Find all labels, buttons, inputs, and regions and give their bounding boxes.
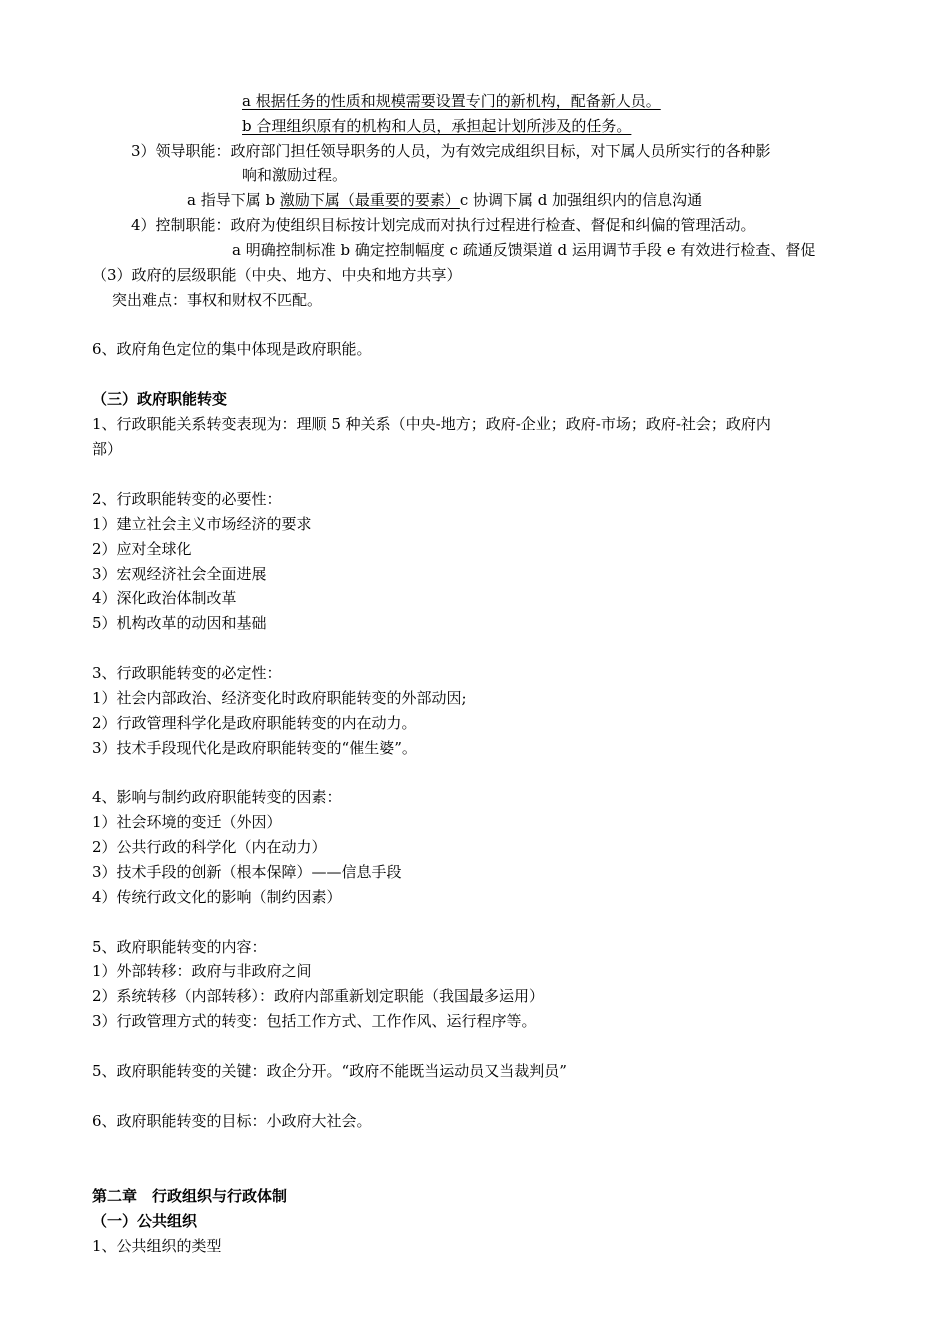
text-line: a 根据任务的性质和规模需要设置专门的新机构，配备新人员。 <box>242 92 661 110</box>
text-line: 响和激励过程。 <box>242 166 348 184</box>
list-item: 1）建立社会主义市场经济的要求 <box>92 515 312 533</box>
text-span: c 协调下属 d 加强组织内的信息沟通 <box>459 191 703 209</box>
text-line: 4、影响与制约政府职能转变的因素： <box>92 788 342 806</box>
list-item: 1）社会环境的变迁（外因） <box>92 813 282 831</box>
list-item: 2）行政管理科学化是政府职能转变的内在动力。 <box>92 714 417 732</box>
list-item: 5）机构改革的动因和基础 <box>92 614 267 632</box>
text-line: 6、政府角色定位的集中体现是政府职能。 <box>92 340 372 358</box>
text-line: 2、行政职能转变的必要性： <box>92 490 282 508</box>
text-line: 1、公共组织的类型 <box>92 1237 222 1255</box>
list-item: 1）社会内部政治、经济变化时政府职能转变的外部动因; <box>92 689 467 707</box>
text-line: 4）控制职能：政府为使组织目标按计划完成而对执行过程进行检查、督促和纠偏的管理活动。 <box>131 216 756 234</box>
list-item: 4）传统行政文化的影响（制约因素） <box>92 888 342 906</box>
text-line: 5、政府职能转变的内容： <box>92 938 267 956</box>
list-item: 3）行政管理方式的转变：包括工作方式、工作作风、运行程序等。 <box>92 1012 537 1030</box>
list-item: 2）公共行政的科学化（内在动力） <box>92 838 327 856</box>
list-item: 3）宏观经济社会全面进展 <box>92 565 267 583</box>
text-line <box>187 190 702 210</box>
text-line: 1、行政职能关系转变表现为：理顺 5 种关系（中央-地方；政府-企业；政府-市场；政府-社会；政府内 <box>92 415 771 433</box>
text-line: （3）政府的层级职能（中央、地方、中央和地方共享） <box>92 266 462 284</box>
list-item: 3）技术手段的创新（根本保障）——信息手段 <box>92 863 402 881</box>
text-line: 部） <box>92 440 123 458</box>
text-line: 突出难点：事权和财权不匹配。 <box>112 291 323 309</box>
list-item: 1）外部转移：政府与非政府之间 <box>92 962 312 980</box>
list-item: 3）技术手段现代化是政府职能转变的“催生婆”。 <box>92 739 417 757</box>
list-item: 2）应对全球化 <box>92 540 192 558</box>
list-item: 4）深化政治体制改革 <box>92 589 237 607</box>
text-line: 3、行政职能转变的必定性： <box>92 664 282 682</box>
text-line: 3）领导职能：政府部门担任领导职务的人员，为有效完成组织目标，对下属人员所实行的各种影 <box>131 142 771 160</box>
text-line: 6、政府职能转变的目标：小政府大社会。 <box>92 1112 372 1130</box>
section-heading: （一）公共组织 <box>92 1212 198 1230</box>
text-line: a 明确控制标准 b 确定控制幅度 c 疏通反馈渠道 d 运用调节手段 e 有效进行检查、督促 <box>232 241 816 259</box>
text-span: a 指导下属 b <box>187 191 280 209</box>
text-line: 5、政府职能转变的关键：政企分开。“政府不能既当运动员又当裁判员” <box>92 1062 567 1080</box>
text-line: b 合理组织原有的机构和人员，承担起计划所涉及的任务。 <box>242 117 632 135</box>
chapter-heading: 第二章 行政组织与行政体制 <box>92 1187 288 1205</box>
section-heading: （三）政府职能转变 <box>92 390 228 408</box>
underlined-text: 激励下属（最重要的要素） <box>279 191 460 209</box>
list-item: 2）系统转移（内部转移）：政府内部重新划定职能（我国最多运用） <box>92 987 545 1005</box>
